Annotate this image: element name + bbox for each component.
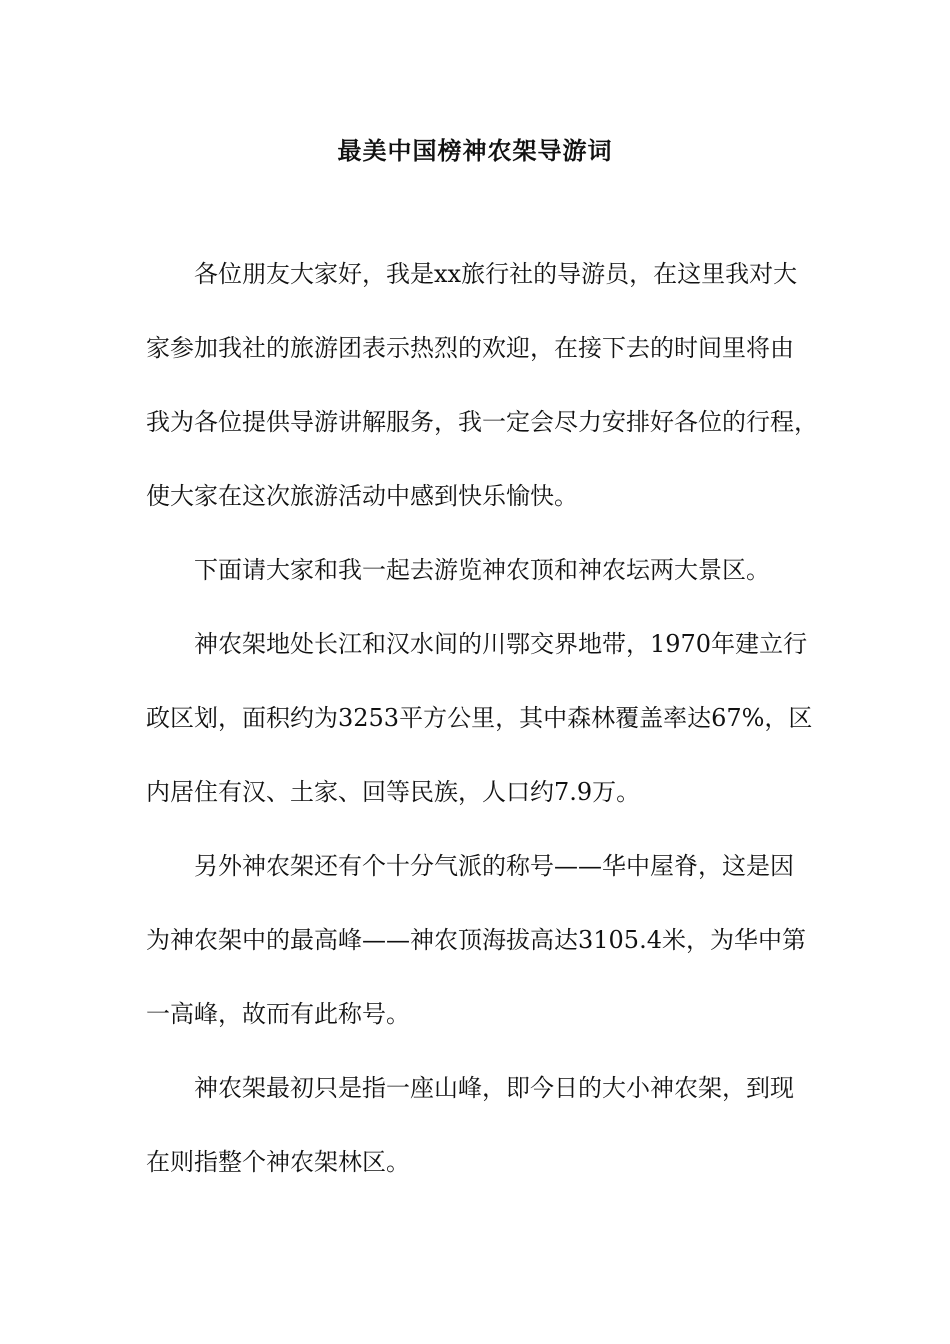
body-line: 家参加我社的旅游团表示热烈的欢迎，在接下去的时间里将由 (146, 334, 794, 362)
body-line: 神农架地处长江和汉水间的川鄂交界地带，1970年建立行 (194, 630, 808, 658)
body-line: 政区划，面积约为3253平方公里，其中森林覆盖率达67%，区 (146, 704, 813, 732)
document-title: 最美中国榜神农架导游词 (337, 137, 613, 165)
body-line: 我为各位提供导游讲解服务，我一定会尽力安排好各位的行程， (146, 408, 818, 436)
body-line: 使大家在这次旅游活动中感到快乐愉快。 (146, 482, 578, 510)
body-line: 各位朋友大家好，我是xx旅行社的导游员，在这里我对大 (194, 260, 798, 288)
body-line: 一高峰，故而有此称号。 (146, 1000, 410, 1028)
body-line: 内居住有汉、土家、回等民族，人口约7.9万。 (146, 778, 641, 806)
document-body (146, 256, 836, 1218)
body-line: 为神农架中的最高峰——神农顶海拔高达3105.4米，为华中第 (146, 926, 806, 954)
body-line: 在则指整个神农架林区。 (146, 1148, 410, 1176)
body-line: 另外神农架还有个十分气派的称号——华中屋脊，这是因 (194, 852, 794, 880)
body-line: 神农架最初只是指一座山峰，即今日的大小神农架，到现 (194, 1074, 794, 1102)
body-line: 下面请大家和我一起去游览神农顶和神农坛两大景区。 (194, 556, 770, 584)
